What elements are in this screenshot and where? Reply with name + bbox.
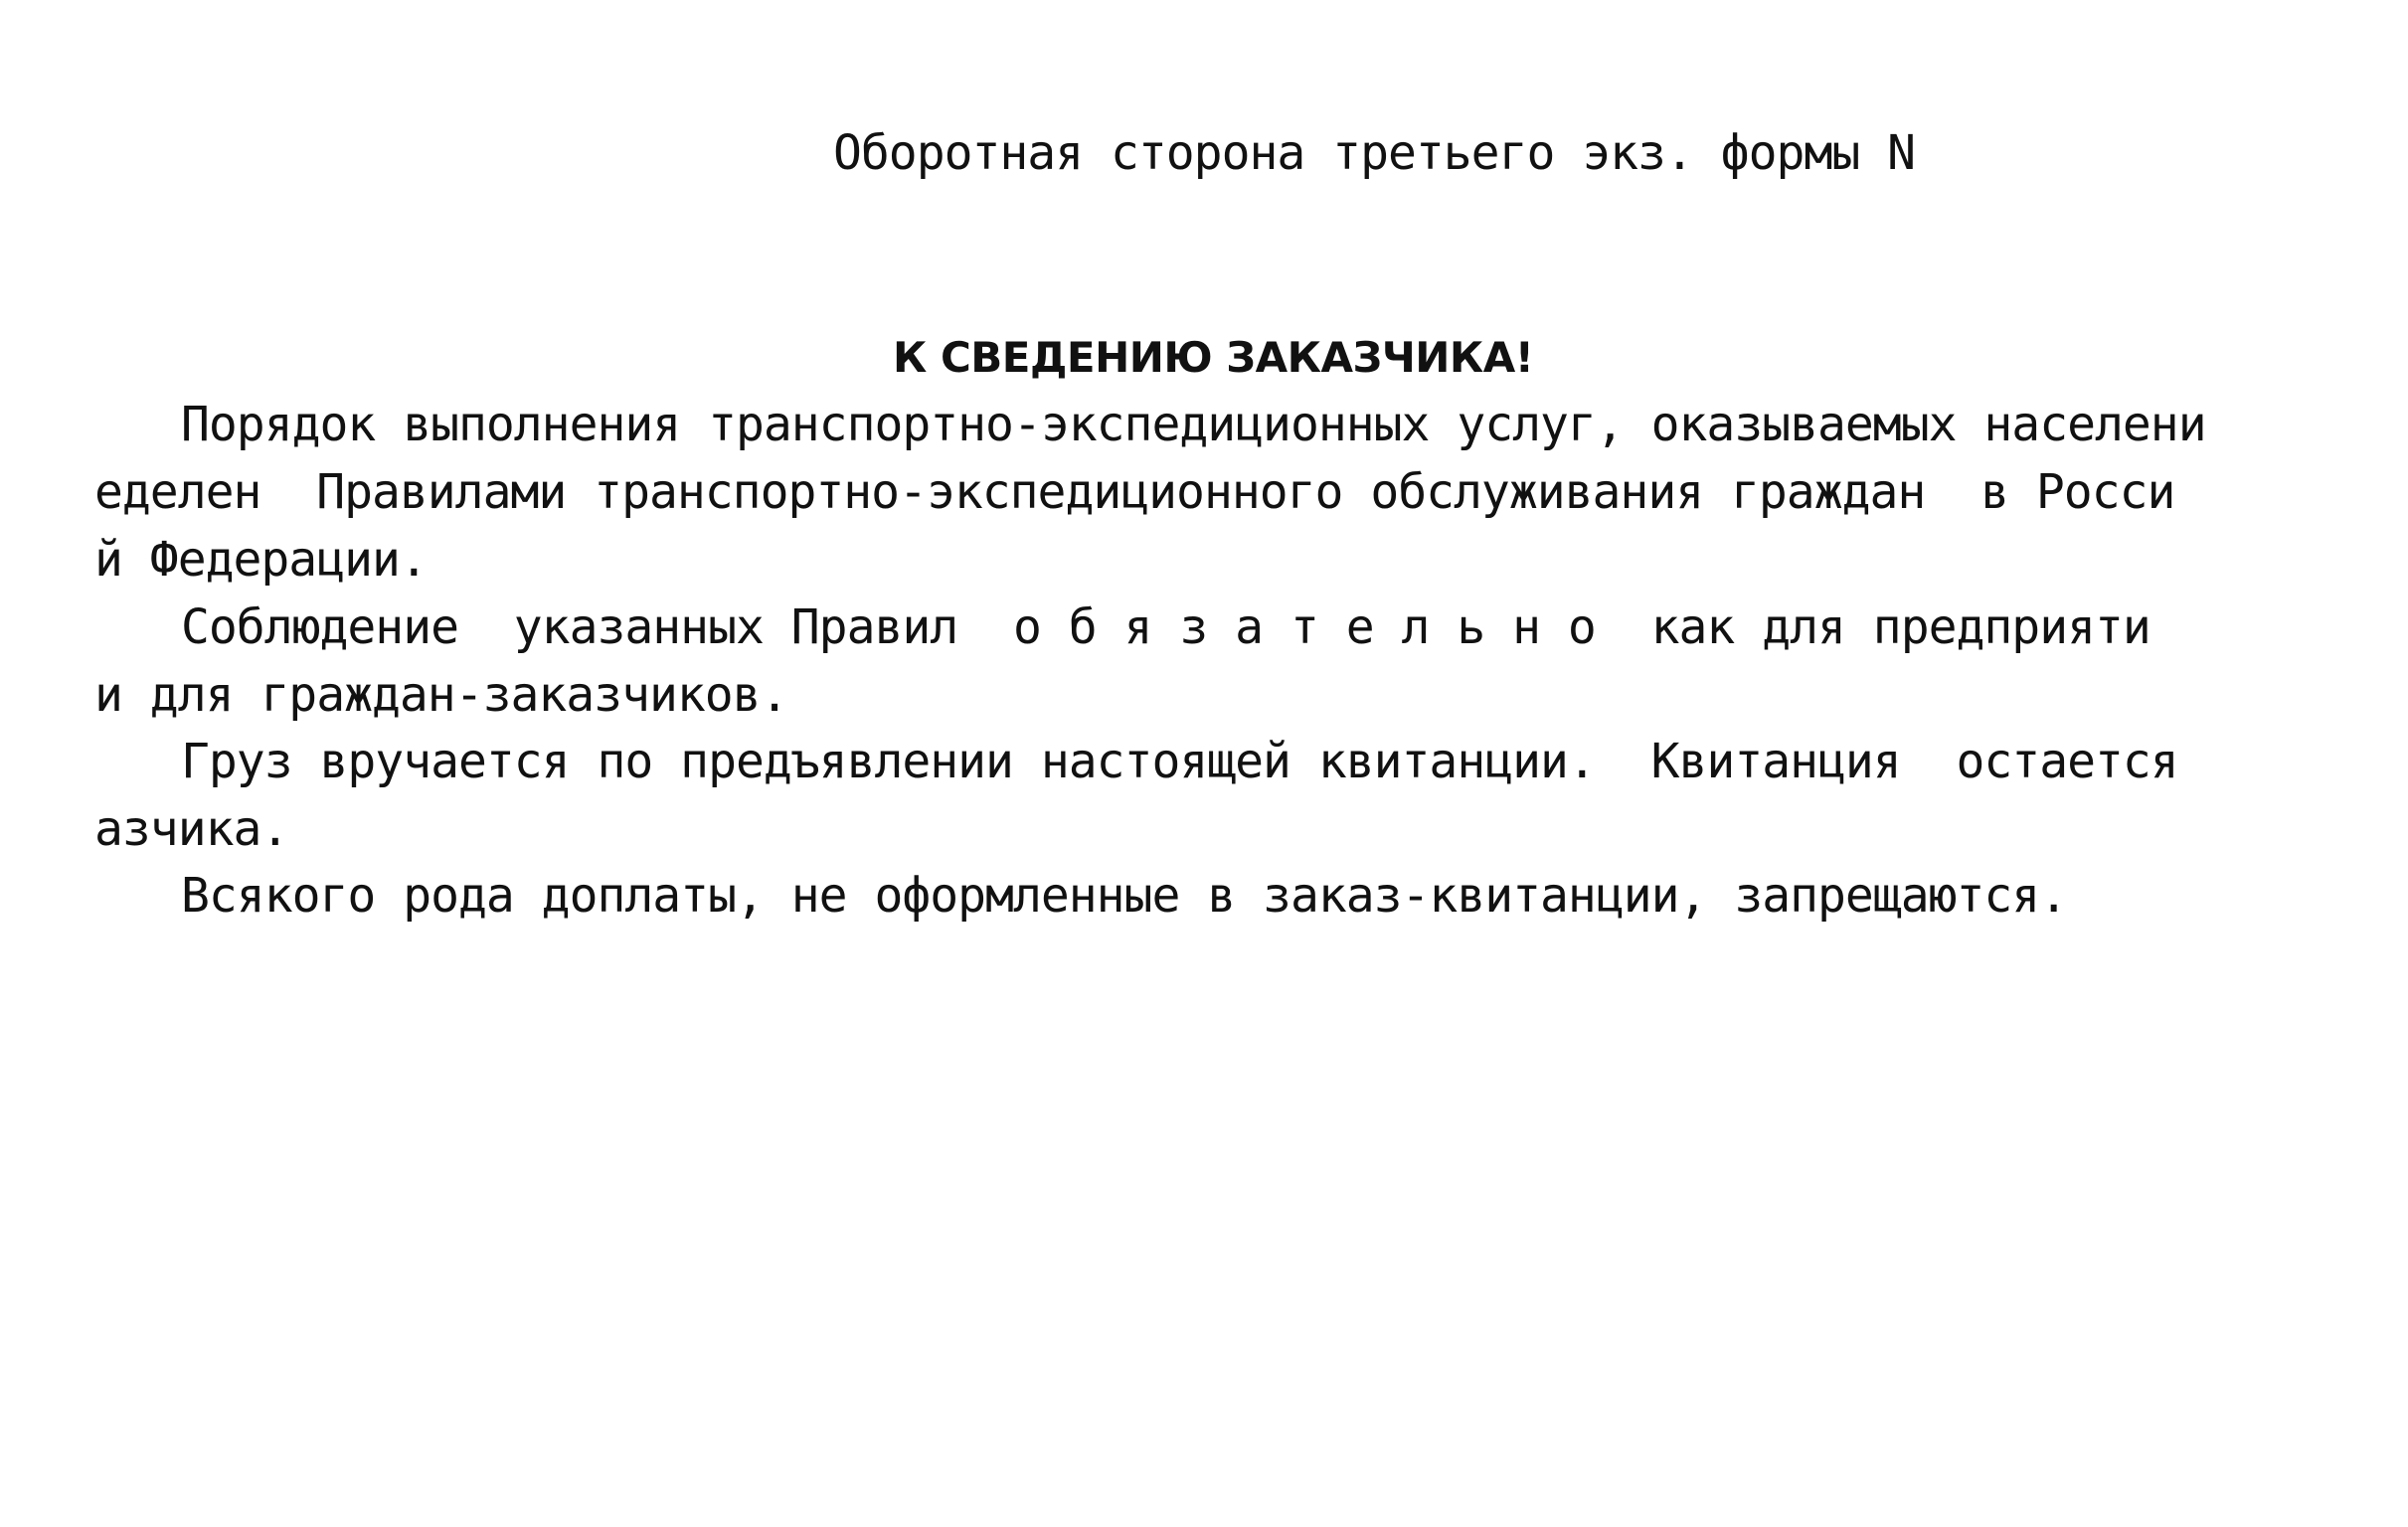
paragraph-line-4: Соблюдение указанных Правил о б я з а т е л ь н о как для предприяти	[181, 599, 2150, 655]
notice-heading: К СВЕДЕНИЮ ЗАКАЗЧИКА!	[893, 333, 1534, 382]
paragraph-line-2: еделен Правилами транспортно-экспедиционного обслуживания граждан в Росси	[94, 464, 2175, 520]
paragraph-line-8: Всякого рода доплаты, не оформленные в заказ-квитанции, запрещаются.	[181, 868, 2068, 924]
form-reverse-side-caption: Оборотная сторона третьего экз. формы N	[833, 125, 1916, 181]
paragraph-line-1: Порядок выполнения транспортно-экспедиционных услуг, оказываемых населени	[181, 397, 2206, 452]
paragraph-line-5: и для граждан-заказчиков.	[94, 667, 788, 723]
paragraph-line-7: азчика.	[94, 801, 289, 857]
paragraph-line-3: й Федерации.	[94, 532, 428, 588]
paragraph-line-6: Груз вручается по предъявлении настоящей квитанции. Квитанция остается	[181, 734, 2178, 789]
